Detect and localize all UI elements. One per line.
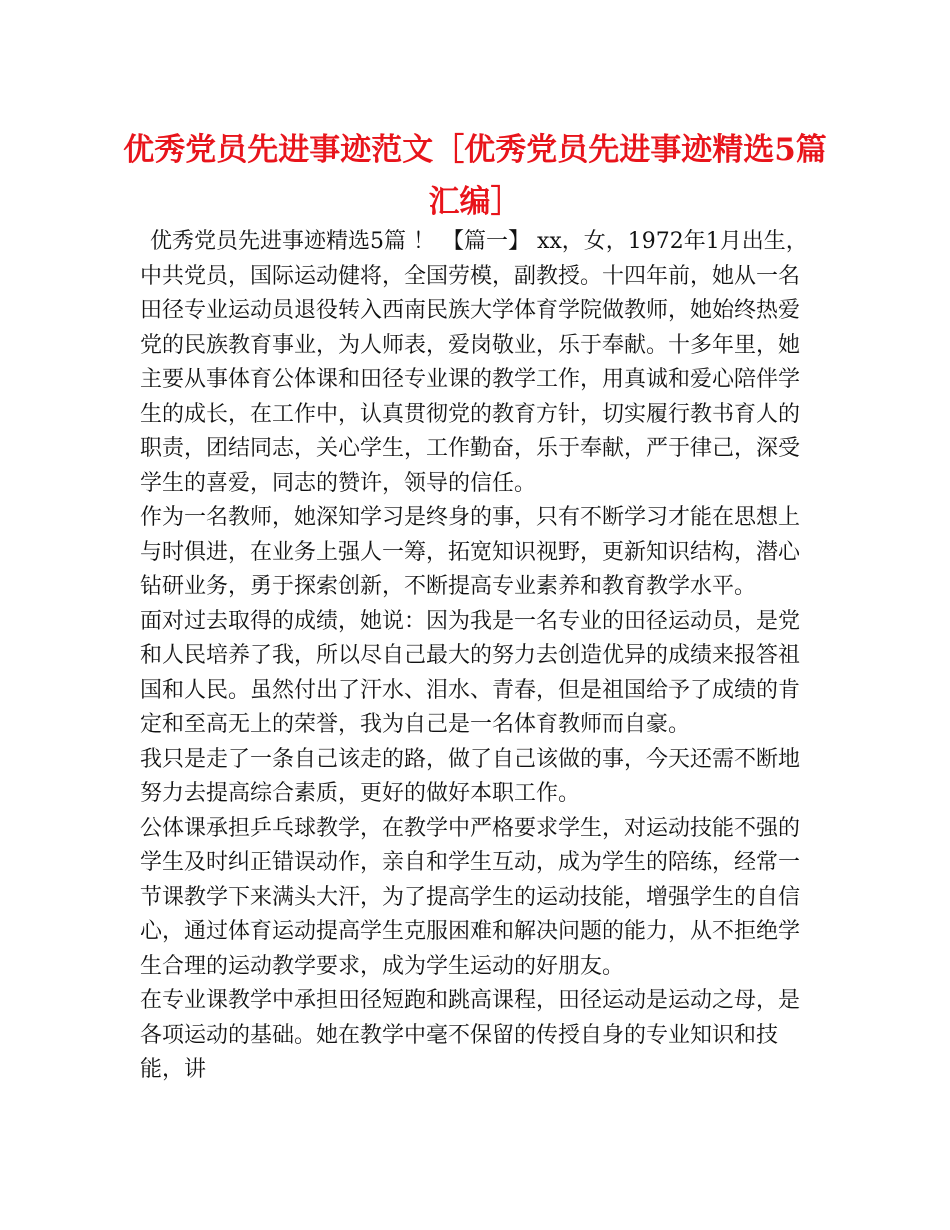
document-body xyxy=(140,225,820,1088)
paragraph-4: 我只是走了一条自己该走的路，做了自己该做的事，今天还需不断地努力去提高综合素质，更好的做好本职工作。 xyxy=(140,746,801,806)
paragraph-1: 优秀党员先进事迹精选5篇 ！ 【篇一】 xx，女，1972年1月出生，中共党员，国际运动健将，全国劳模，副教授。十四年前，她从一名田径专业运动员退役转入西南民族大学体育学院做教师，她始终热爱党的民族教育事业，为人师表，爱岗敬业，乐于奉献。十多年里，她主要从事体育公体课和田径专业课的教学工作，用真诚和爱心陪伴学生的成长，在工作中，认真贯彻党的教育方针，切实履行教书育人的职责，团结同志，关心学生，工作勤奋，乐于奉献，严于律己，深受学生的喜爱，同志的赞许，领导的信任。 xyxy=(140,229,808,496)
paragraph-5: 公体课承担乒乓球教学，在教学中严格要求学生，对运动技能不强的学生及时纠正错误动作，亲自和学生互动，成为学生的陪练，经常一节课教学下来满头大汗，为了提高学生的运动技能，增强学生的自信心，通过体育运动提高学生克服困难和解决问题的能力，从不拒绝学生合理的运动教学要求，成为学生运动的好朋友。 xyxy=(140,815,801,979)
document-title: 优秀党员先进事迹范文［优秀党员先进事迹精选5篇汇编］ xyxy=(123,132,827,220)
paragraph-2: 作为一名教师，她深知学习是终身的事，只有不断学习才能在思想上与时俱进，在业务上强人一筹，拓宽知识视野，更新知识结构，潜心钻研业务，勇于探索创新，不断提高专业素养和教育教学水平。 xyxy=(140,505,801,599)
paragraph-6: 在专业课教学中承担田径短跑和跳高课程，田径运动是运动之母，是各项运动的基础。她在教学中毫不保留的传授自身的专业知识和技能，讲 xyxy=(140,988,801,1082)
paragraph-3: 面对过去取得的成绩，她说：因为我是一名专业的田径运动员，是党和人民培养了我，所以尽自己最大的努力去创造优异的成绩来报答祖国和人民。虽然付出了汗水、泪水、青春，但是祖国给予了成绩的肯定和至高无上的荣誉，我为自己是一名体育教师而自豪。 xyxy=(140,608,801,737)
